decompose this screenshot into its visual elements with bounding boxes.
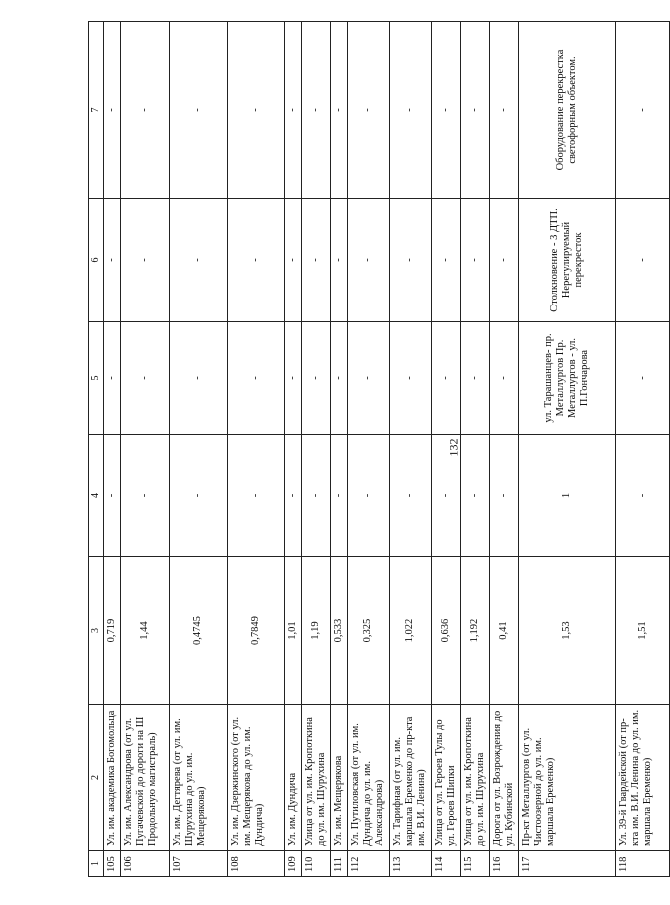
row-number: 109	[284, 851, 301, 877]
accident-type: -	[301, 199, 330, 322]
table-row	[519, 22, 616, 877]
accident-count: -	[330, 435, 347, 557]
row-number: 115	[460, 851, 489, 877]
row-number: 113	[389, 851, 431, 877]
length-value: 1,022	[389, 557, 431, 705]
table-container	[88, 22, 654, 877]
location: -	[169, 322, 227, 435]
length-value: 1,51	[616, 557, 670, 705]
accident-count: -	[284, 435, 301, 557]
row-number: 108	[227, 851, 284, 877]
measures: -	[169, 22, 227, 199]
accident-type: -	[330, 199, 347, 322]
measures: -	[389, 22, 431, 199]
accident-count: 1	[519, 435, 616, 557]
accident-count: -	[227, 435, 284, 557]
length-value: 0,533	[330, 557, 347, 705]
street-name: Ул. 39-й Гвардейской (от пр-кта им. В.И. Ленина до ул. им. маршала Еременко)	[616, 705, 670, 851]
street-name: Ул. им. Дегтярева (от ул. им. Шурухина до ул. им. Мещерякова)	[169, 705, 227, 851]
measures: -	[347, 22, 389, 199]
location: -	[389, 322, 431, 435]
location: ул. Тарашанцев- пр. Металлургов Пр. Металлургов - ул. П.Гончарова	[519, 322, 616, 435]
accident-count: -	[431, 435, 460, 557]
accident-type: Столкновение - 3 ДТП. Нерегулируемый перекресток	[519, 199, 616, 322]
length-value: 0,636	[431, 557, 460, 705]
street-name: Ул. им. академика Богомольца	[103, 705, 120, 851]
measures: -	[284, 22, 301, 199]
location: -	[431, 322, 460, 435]
row-number: 112	[347, 851, 389, 877]
row-number: 111	[330, 851, 347, 877]
accident-count: -	[169, 435, 227, 557]
table-row	[460, 22, 489, 877]
street-name: Пр-кт Металлургов (от ул. Чистоозерной до ул. им. маршала Еременко)	[519, 705, 616, 851]
measures: Оборудование перекрестка светофорным объектом.	[519, 22, 616, 199]
accident-count: -	[460, 435, 489, 557]
location: -	[460, 322, 489, 435]
header-cell: 7	[89, 22, 104, 199]
table-row	[389, 22, 431, 877]
table-row	[347, 22, 389, 877]
street-name: Ул. им. Мещерякова	[330, 705, 347, 851]
length-value: 0,4745	[169, 557, 227, 705]
rotated-table-frame	[88, 22, 654, 877]
accident-count: -	[347, 435, 389, 557]
length-value: 1,01	[284, 557, 301, 705]
location: -	[120, 322, 169, 435]
header-cell: 2	[89, 705, 104, 851]
accident-type: -	[460, 199, 489, 322]
street-name: Ул. им. Дундича	[284, 705, 301, 851]
location: -	[227, 322, 284, 435]
street-name: Ул. им. Александрова (от ул. Пугачевской до дороги на Ш Продольную магистраль)	[120, 705, 169, 851]
location: -	[330, 322, 347, 435]
length-value: 0,719	[103, 557, 120, 705]
table-row	[103, 22, 120, 877]
accident-type: -	[490, 199, 519, 322]
accident-count: -	[389, 435, 431, 557]
accident-type: -	[103, 199, 120, 322]
header-cell: 3	[89, 557, 104, 705]
accident-type: -	[616, 199, 670, 322]
street-name: Дорога от ул. Возрождения до ул. Кубинской	[490, 705, 519, 851]
row-number: 114	[431, 851, 460, 877]
length-value: 0,7849	[227, 557, 284, 705]
street-name: Ул. им. Дзержинского (от ул. им. Мещерякова до ул. им. Дундича)	[227, 705, 284, 851]
table-row	[227, 22, 284, 877]
page-number: 132	[446, 438, 461, 457]
accident-type: -	[389, 199, 431, 322]
row-number: 105	[103, 851, 120, 877]
header-cell: 1	[89, 851, 104, 877]
measures: -	[330, 22, 347, 199]
accident-type: -	[347, 199, 389, 322]
table-row	[431, 22, 460, 877]
location: -	[284, 322, 301, 435]
length-value: 1,19	[301, 557, 330, 705]
table-row	[330, 22, 347, 877]
measures: -	[616, 22, 670, 199]
table-row	[490, 22, 519, 877]
table-row	[616, 22, 670, 877]
table-row	[120, 22, 169, 877]
accident-type: -	[120, 199, 169, 322]
accident-type: -	[431, 199, 460, 322]
header-row	[89, 22, 104, 877]
location: -	[347, 322, 389, 435]
accident-type: -	[169, 199, 227, 322]
length-value: 1,53	[519, 557, 616, 705]
header-cell: 6	[89, 199, 104, 322]
length-value: 0,41	[490, 557, 519, 705]
row-number: 110	[301, 851, 330, 877]
location: -	[103, 322, 120, 435]
location: -	[301, 322, 330, 435]
header-cell: 5	[89, 322, 104, 435]
location: -	[490, 322, 519, 435]
measures: -	[227, 22, 284, 199]
accident-count: -	[120, 435, 169, 557]
street-name: Улица от ул. им. Кропоткина до ул. им. Шурухина	[301, 705, 330, 851]
accident-count: -	[103, 435, 120, 557]
location: -	[616, 322, 670, 435]
measures: -	[120, 22, 169, 199]
length-value: 1,192	[460, 557, 489, 705]
row-number: 117	[519, 851, 616, 877]
accident-type: -	[227, 199, 284, 322]
street-name: Улица от ул. им. Кропоткина до ул. им. Шурухина	[460, 705, 489, 851]
table-row	[284, 22, 301, 877]
length-value: 1,44	[120, 557, 169, 705]
street-name: Улица от ул. Героев Тулы до ул. Героев Шипки	[431, 705, 460, 851]
street-name: Ул. Тарифная (от ул. им. маршала Еременко до пр-кта им. В.И. Ленина)	[389, 705, 431, 851]
table-row	[301, 22, 330, 877]
row-number: 107	[169, 851, 227, 877]
accident-type: -	[284, 199, 301, 322]
measures: -	[431, 22, 460, 199]
measures: -	[490, 22, 519, 199]
street-name: Ул. Путиловская (от ул. им. Дундича до ул. им. Александрова)	[347, 705, 389, 851]
header-cell: 4	[89, 435, 104, 557]
accident-count: -	[616, 435, 670, 557]
accident-count: -	[490, 435, 519, 557]
measures: -	[301, 22, 330, 199]
row-number: 116	[490, 851, 519, 877]
road-safety-table	[88, 21, 670, 877]
length-value: 0,325	[347, 557, 389, 705]
table-row	[169, 22, 227, 877]
row-number: 118	[616, 851, 670, 877]
measures: -	[103, 22, 120, 199]
measures: -	[460, 22, 489, 199]
row-number: 106	[120, 851, 169, 877]
accident-count: -	[301, 435, 330, 557]
